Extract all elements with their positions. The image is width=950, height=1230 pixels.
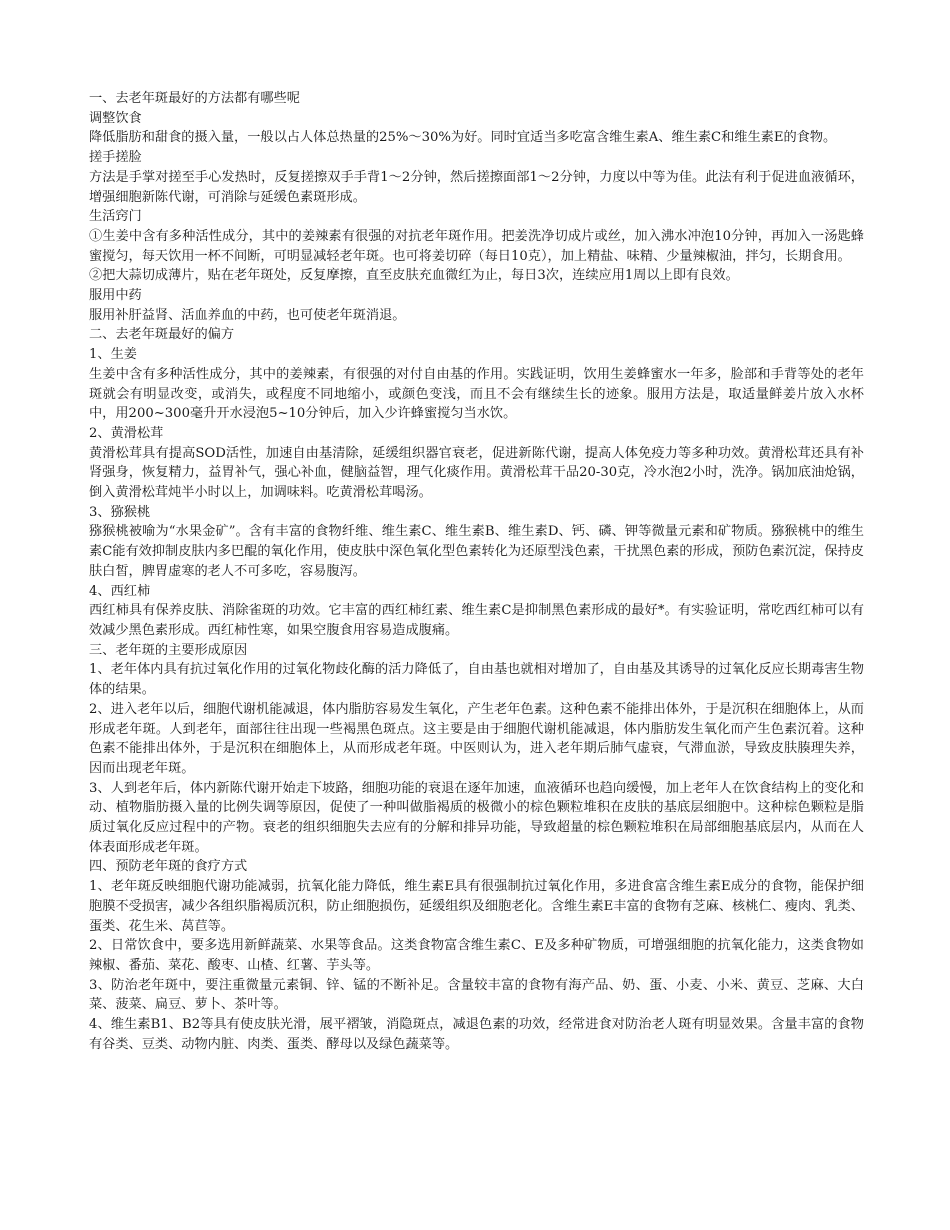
subheading: 服用中药 bbox=[89, 288, 142, 304]
section-heading: 一、去老年斑最好的方法都有哪些呢 bbox=[89, 91, 300, 106]
paragraph: 方法是手掌对搓至手心发热时，反复搓擦双手手背1～2分钟，然后搓擦面部1～2分钟，力度以中等为佳。此法有利于促进血液循环，增强细胞新陈代谢，可消除与延缓色素斑形成。 bbox=[89, 169, 864, 205]
section-heading: 三、老年斑的主要形成原因 bbox=[89, 642, 248, 658]
subheading: 4、西红柿 bbox=[89, 583, 151, 599]
section-heading: 四、预防老年斑的食疗方式 bbox=[89, 859, 248, 875]
paragraph: 3、人到老年后，体内新陈代谢开始走下坡路，细胞功能的衰退在逐年加速，血液循环也趋向缓慢，加上老年人在饮食结构上的变化和动、植物脂肪摄入量的比例失调等原因，促使了一种叫做脂褐质的极微小的棕色颗粒堆积在皮肤的基底层细胞中。这种棕色颗粒是脂质过氧化反应过程中的产物。衰老的组织细胞失去应有的分解和排异功能，导致超量的棕色颗粒堆积在局部细胞基底层内，从而在人体表面形成老年斑。 bbox=[89, 780, 864, 855]
paragraph: 服用补肝益肾、活血养血的中药，也可使老年斑消退。 bbox=[89, 307, 406, 323]
paragraph: 1、老年体内具有抗过氧化作用的过氧化物歧化酶的活力降低了，自由基也就相对增加了，自由基及其诱导的过氧化反应长期毒害生物体的结果。 bbox=[89, 662, 864, 698]
subheading: 3、猕猴桃 bbox=[89, 504, 151, 520]
paragraph: ②把大蒜切成薄片，贴在老年斑处，反复摩擦，直至皮肤充血微红为止，每日3次，连续应用1周以上即有良效。 bbox=[89, 268, 739, 284]
paragraph: 猕猴桃被喻为“水果金矿”。含有丰富的食物纤维、维生素C、维生素B、维生素D、钙、磷、钾等微量元素和矿物质。猕猴桃中的维生素C能有效抑制皮肤内多巴醌的氧化作用，使皮肤中深色氧化型色素转化为还原型浅色素，干扰黑色素的形成，预防色素沉淀，保持皮肤白皙，脾胃虚寒的老人不可多吃，容易腹泻。 bbox=[89, 524, 864, 579]
subheading: 搓手搓脸 bbox=[89, 150, 142, 166]
paragraph: 2、日常饮食中，要多选用新鲜蔬菜、水果等食品。这类食物富含维生素C、E及多种矿物质，可增强细胞的抗氧化能力，这类食物如辣椒、番茄、菜花、酸枣、山楂、红薯、芋头等。 bbox=[89, 938, 864, 973]
paragraph: 3、防治老年斑中，要注重微量元素铜、锌、锰的不断补足。含量较丰富的食物有海产品、奶、蛋、小麦、小米、黄豆、芝麻、大白菜、菠菜、扁豆、萝卜、茶叶等。 bbox=[89, 977, 864, 1013]
paragraph: 1、老年斑反映细胞代谢功能减弱，抗氧化能力降低，维生素E具有很强制抗过氧化作用，多进食富含维生素E成分的食物，能保护细胞膜不受损害，减少各组织脂褐质沉积，防止细胞损伤，延缓组织及细胞老化。含维生素E丰富的食物有芝麻、核桃仁、瘦肉、乳类、蛋类、花生米、莴苣等。 bbox=[89, 879, 864, 934]
paragraph: 黄滑松茸具有提高SOD活性，加速自由基清除，延缓组织器官衰老，促进新陈代谢，提高人体免疫力等多种功效。黄滑松茸还具有补肾强身，恢复精力，益胃补气，强心补血，健脑益智，理气化痰作用。黄滑松茸干品20-30克，冷水泡2小时，洗净。锅加底油炝锅，倒入黄滑松茸炖半小时以上，加调味料。吃黄滑松茸喝汤。 bbox=[89, 445, 864, 501]
subheading: 1、生姜 bbox=[89, 347, 137, 363]
paragraph: 4、维生素B1、B2等具有使皮肤光滑，展平褶皱，消隐斑点，减退色素的功效，经常进食对防治老人斑有明显效果。含量丰富的食物有谷类、豆类、动物内脏、肉类、蛋类、酵母以及绿色蔬菜等。 bbox=[89, 1017, 864, 1052]
paragraph: 西红柿具有保养皮肤、消除雀斑的功效。它丰富的西红柿红素、维生素C是抑制黑色素形成的最好*。有实验证明，常吃西红柿可以有效减少黑色素形成。西红柿性寒，如果空腹食用容易造成腹痛。 bbox=[89, 603, 864, 638]
paragraph: ①生姜中含有多种活性成分，其中的姜辣素有很强的对抗老年斑作用。把姜洗净切成片或丝，加入沸水冲泡10分钟，再加入一汤匙蜂蜜搅匀，每天饮用一杯不间断，可明显减轻老年斑。也可将姜切碎（每日10克），加上精盐、味精、少量辣椒油，拌匀，长期食用。 bbox=[89, 228, 864, 264]
paragraph: 2、进入老年以后，细胞代谢机能减退，体内脂肪容易发生氧化，产生老年色素。这种色素不能排出体外，于是沉积在细胞体上，从而形成老年斑。人到老年，面部往往出现一些褐黑色斑点。这主要是由于细胞代谢机能减退，体内脂肪发生氧化而产生色素沉着。这种色素不能排出体外，于是沉积在细胞体上，从而形成老年斑。中医则认为，进入老年期后肺气虚衰，气滞血淤，导致皮肤腠理失养，因而出现老年斑。 bbox=[89, 701, 864, 776]
document-body bbox=[89, 89, 864, 1054]
subheading: 调整饮食 bbox=[89, 110, 142, 126]
section-heading: 二、去老年斑最好的偏方 bbox=[89, 327, 235, 343]
subheading: 生活窍门 bbox=[89, 209, 142, 225]
paragraph: 生姜中含有多种活性成分，其中的姜辣素，有很强的对付自由基的作用。实践证明，饮用生姜蜂蜜水一年多，脸部和手背等处的老年斑就会有明显改变，或消失，或程度不同地缩小，或颜色变浅，而且不会有继续生长的迹象。服用方法是，取适量鲜姜片放入水杯中，用200~300毫升开水浸泡5~10分钟后，加入少许蜂蜜搅匀当水饮。 bbox=[89, 366, 864, 422]
paragraph: 降低脂肪和甜食的摄入量，一般以占人体总热量的25%～30%为好。同时宜适当多吃富含维生素A、维生素C和维生素E的食物。 bbox=[89, 130, 837, 146]
subheading: 2、黄滑松茸 bbox=[89, 425, 164, 441]
